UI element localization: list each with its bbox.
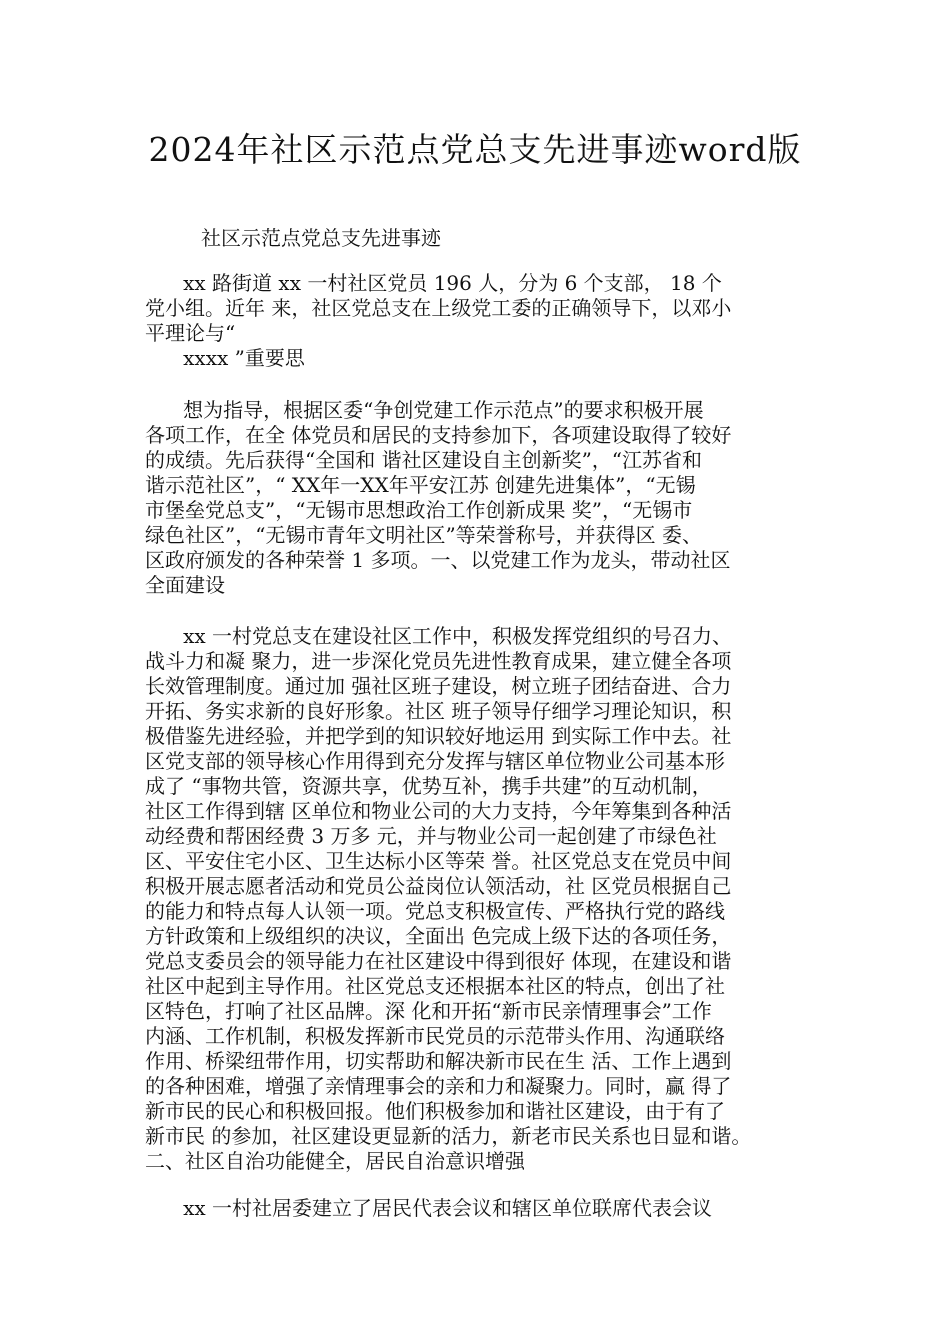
paragraph-line: 内涵、工作机制，积极发挥新市民党员的示范带头作用、沟通联络	[145, 1024, 725, 1048]
paragraph-2	[145, 398, 825, 598]
paragraph-line: 区党支部的领导核心作用得到充分发挥与辖区单位物业公司基本形	[145, 749, 725, 773]
paragraph-line: 积极开展志愿者活动和党员公益岗位认领活动，社 区党员根据自己	[145, 874, 732, 898]
document-title: 2024年社区示范点党总支先进事迹word版	[148, 130, 802, 169]
paragraph-line: 绿色社区”，“无锡市青年文明社区”等荣誉称号，并获得区 委、	[145, 523, 703, 547]
paragraph-line: 想为指导，根据区委“争创党建工作示范点”的要求积极开展	[145, 398, 704, 422]
paragraph-line: 战斗力和凝 聚力，进一步深化党员先进性教育成果，建立健全各项	[145, 649, 732, 673]
paragraph-line: 新市民的民心和积极回报。他们积极参加和谐社区建设，由于有了	[145, 1099, 725, 1123]
paragraph-line: 谐示范社区”，“ XX年一XX年平安江苏 创建先进集体”，“无锡	[145, 473, 696, 497]
paragraph-line: 党小组。近年 来，社区党总支在上级党工委的正确领导下，以邓小	[145, 296, 732, 320]
paragraph-line: 成了 “事物共管，资源共享，优势互补，携手共建”的互动机制，	[145, 774, 712, 798]
paragraph-3	[145, 624, 825, 1174]
paragraph-line: xx 路街道 xx 一村社区党员 196 人，分为 6 个支部， 18 个	[145, 271, 722, 295]
paragraph-line: 动经费和帮困经费 3 万多 元，并与物业公司一起创建了市绿色社	[145, 824, 717, 848]
paragraph-line: 二、社区自治功能健全，居民自治意识增强	[145, 1149, 525, 1173]
paragraph-4	[145, 1196, 825, 1221]
paragraph-line: 平理论与“	[145, 321, 236, 345]
paragraph-line: 的成绩。先后获得“全国和 谐社区建设自主创新奖”，“江苏省和	[145, 448, 703, 472]
paragraph-line: 党总支委员会的领导能力在社区建设中得到很好 体现，在建设和谐	[145, 949, 732, 973]
paragraph-line: 长效管理制度。通过加 强社区班子建设，树立班子团结奋进、合力	[145, 674, 732, 698]
paragraph-1	[145, 271, 825, 371]
paragraph-line: xx 一村党总支在建设社区工作中，积极发挥党组织的号召力、	[145, 624, 733, 648]
paragraph-line: 开拓、务实求新的良好形象。社区 班子领导仔细学习理论知识，积	[145, 699, 732, 723]
paragraph-line: 社区中起到主导作用。社区党总支还根据本社区的特点，创出了社	[145, 974, 725, 998]
paragraph-line: 全面建设	[145, 573, 225, 597]
paragraph-line: 区特色，打响了社区品牌。深 化和开拓“新市民亲情理事会”工作	[145, 999, 712, 1023]
paragraph-line: 作用、桥梁纽带作用，切实帮助和解决新市民在生 活、工作上遇到	[145, 1049, 732, 1073]
paragraph-line: 的各种困难，增强了亲情理事会的亲和力和凝聚力。同时，赢 得了	[145, 1074, 732, 1098]
paragraph-line: 新市民 的参加，社区建设更显新的活力，新老市民关系也日显和谐。	[145, 1124, 752, 1148]
paragraph-line: 区政府颁发的各种荣誉 1 多项。一、以党建工作为龙头，带动社区	[145, 548, 731, 572]
paragraph-line: xxxx ”重要思	[145, 346, 305, 370]
paragraph-line: 区、平安住宅小区、卫生达标小区等荣 誉。社区党总支在党员中间	[145, 849, 732, 873]
subheading-text: 社区示范点党总支先进事迹	[201, 226, 441, 250]
paragraph-line: 方针政策和上级组织的决议，全面出 色完成上级下达的各项任务，	[145, 924, 732, 948]
paragraph-line: 极借鉴先进经验，并把学到的知识较好地运用 到实际工作中去。社	[145, 724, 732, 748]
document-subheading	[145, 226, 825, 251]
paragraph-line: 的能力和特点每人认领一项。党总支积极宣传、严格执行党的路线	[145, 899, 725, 923]
paragraph-line: 各项工作，在全 体党员和居民的支持参加下，各项建设取得了较好	[145, 423, 732, 447]
paragraph-line: 市堡垒党总支”，“无锡市思想政治工作创新成果 奖”，“无锡市	[145, 498, 693, 522]
paragraph-line: 社区工作得到辖 区单位和物业公司的大力支持，今年筹集到各种活	[145, 799, 732, 823]
paragraph-line: xx 一村社居委建立了居民代表会议和辖区单位联席代表会议	[145, 1196, 713, 1220]
